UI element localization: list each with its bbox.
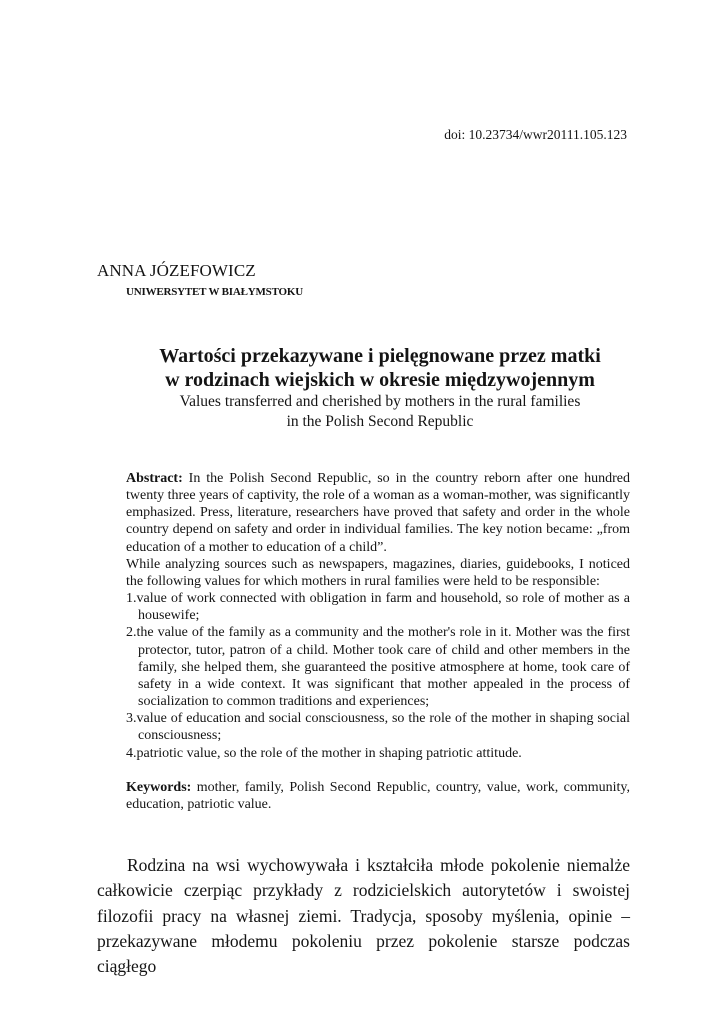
body-paragraph: Rodzina na wsi wychowywała i kształciła młode pokolenie niemalże całkowicie czerpiąc przykłady z rodzicielskich autorytetów i swoistej filozofii pracy na własnej ziemi. Tradycja, sposoby myślenia, opinie – przekazywane młodemu pokoleniu przez pokolenie starsze podczas ciągłego bbox=[97, 855, 630, 977]
article-title-block bbox=[60, 344, 700, 432]
title-english-line1: Values transferred and cherished by mothers in the rural families bbox=[179, 393, 581, 410]
keywords-text: mother, family, Polish Second Republic, country, value, work, community, education, patriotic value. bbox=[126, 779, 631, 812]
author-affiliation: UNIWERSYTET W BIAŁYMSTOKU bbox=[126, 286, 303, 298]
title-polish-line2: w rodzinach wiejskich w okresie międzywojennym bbox=[165, 369, 595, 391]
title-polish-line1: Wartości przekazywane i pielęgnowane przez matki bbox=[159, 345, 601, 367]
abstract-label: Abstract: bbox=[126, 471, 183, 486]
title-english-line2: in the Polish Second Republic bbox=[286, 413, 474, 430]
list-item: 1.value of work connected with obligation in farm and household, so role of mother as a housewife; bbox=[126, 591, 630, 624]
body-text bbox=[97, 853, 630, 979]
list-item: 3.value of education and social consciousness, so the role of the mother in shaping social consciousness; bbox=[126, 711, 630, 744]
author-name: ANNA JÓZEFOWICZ bbox=[97, 261, 256, 280]
abstract-lead: While analyzing sources such as newspapers, magazines, diaries, guidebooks, I noticed the following values for which mothers in rural families were held to be responsible: bbox=[126, 556, 630, 589]
list-item: 2.the value of the family as a community and the mother's role in it. Mother was the first protector, tutor, patron of a child. Mother took care of child and other members in the family, she helped them, she guaranteed the positive atmosphere at home, took care of safety in a wide context. It was significant that mother appealed in the process of socialization to common traditions and experiences; bbox=[126, 625, 630, 710]
abstract-values-list bbox=[126, 590, 630, 762]
keywords-label: Keywords: bbox=[126, 779, 192, 795]
keywords bbox=[126, 779, 630, 813]
abstract-intro-text: In the Polish Second Republic, so in the country reborn after one hundred twenty three years of captivity, the role of a woman as a woman-mother, was significantly emphasized. Press, literature, researchers have proved that safety and order in the whole country depend on safety and order in individual families. The key notion became: „from education of a mother to education of a child”. bbox=[126, 471, 631, 555]
abstract-intro bbox=[126, 470, 630, 556]
doi-identifier: doi: 10.23734/wwr20111.105.123 bbox=[444, 127, 627, 142]
list-item: 4.patriotic value, so the role of the mother in shaping patriotic attitude. bbox=[126, 745, 522, 761]
abstract-section bbox=[126, 470, 630, 813]
